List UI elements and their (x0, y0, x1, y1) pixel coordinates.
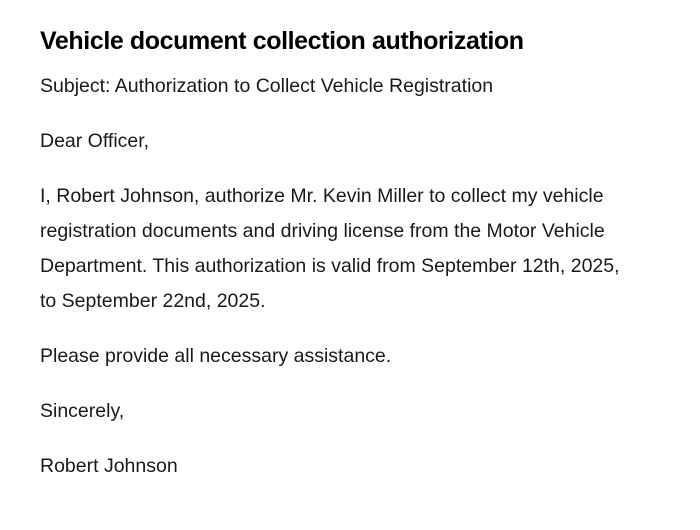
document-title: Vehicle document collection authorization (40, 27, 524, 55)
request-line: Please provide all necessary assistance. (40, 345, 392, 367)
body-paragraph: I, Robert Johnson, authorize Mr. Kevin Miller to collect my vehicle registration documents and driving license from the Motor Vehicle Department. This authorization is valid from September 12th, 2025, to September 22nd, 2025. (40, 185, 620, 312)
salutation: Dear Officer, (40, 130, 150, 152)
signature-name: Robert Johnson (40, 455, 178, 477)
subject-line: Subject: Authorization to Collect Vehicle Registration (40, 75, 494, 97)
closing-line: Sincerely, (40, 400, 125, 422)
